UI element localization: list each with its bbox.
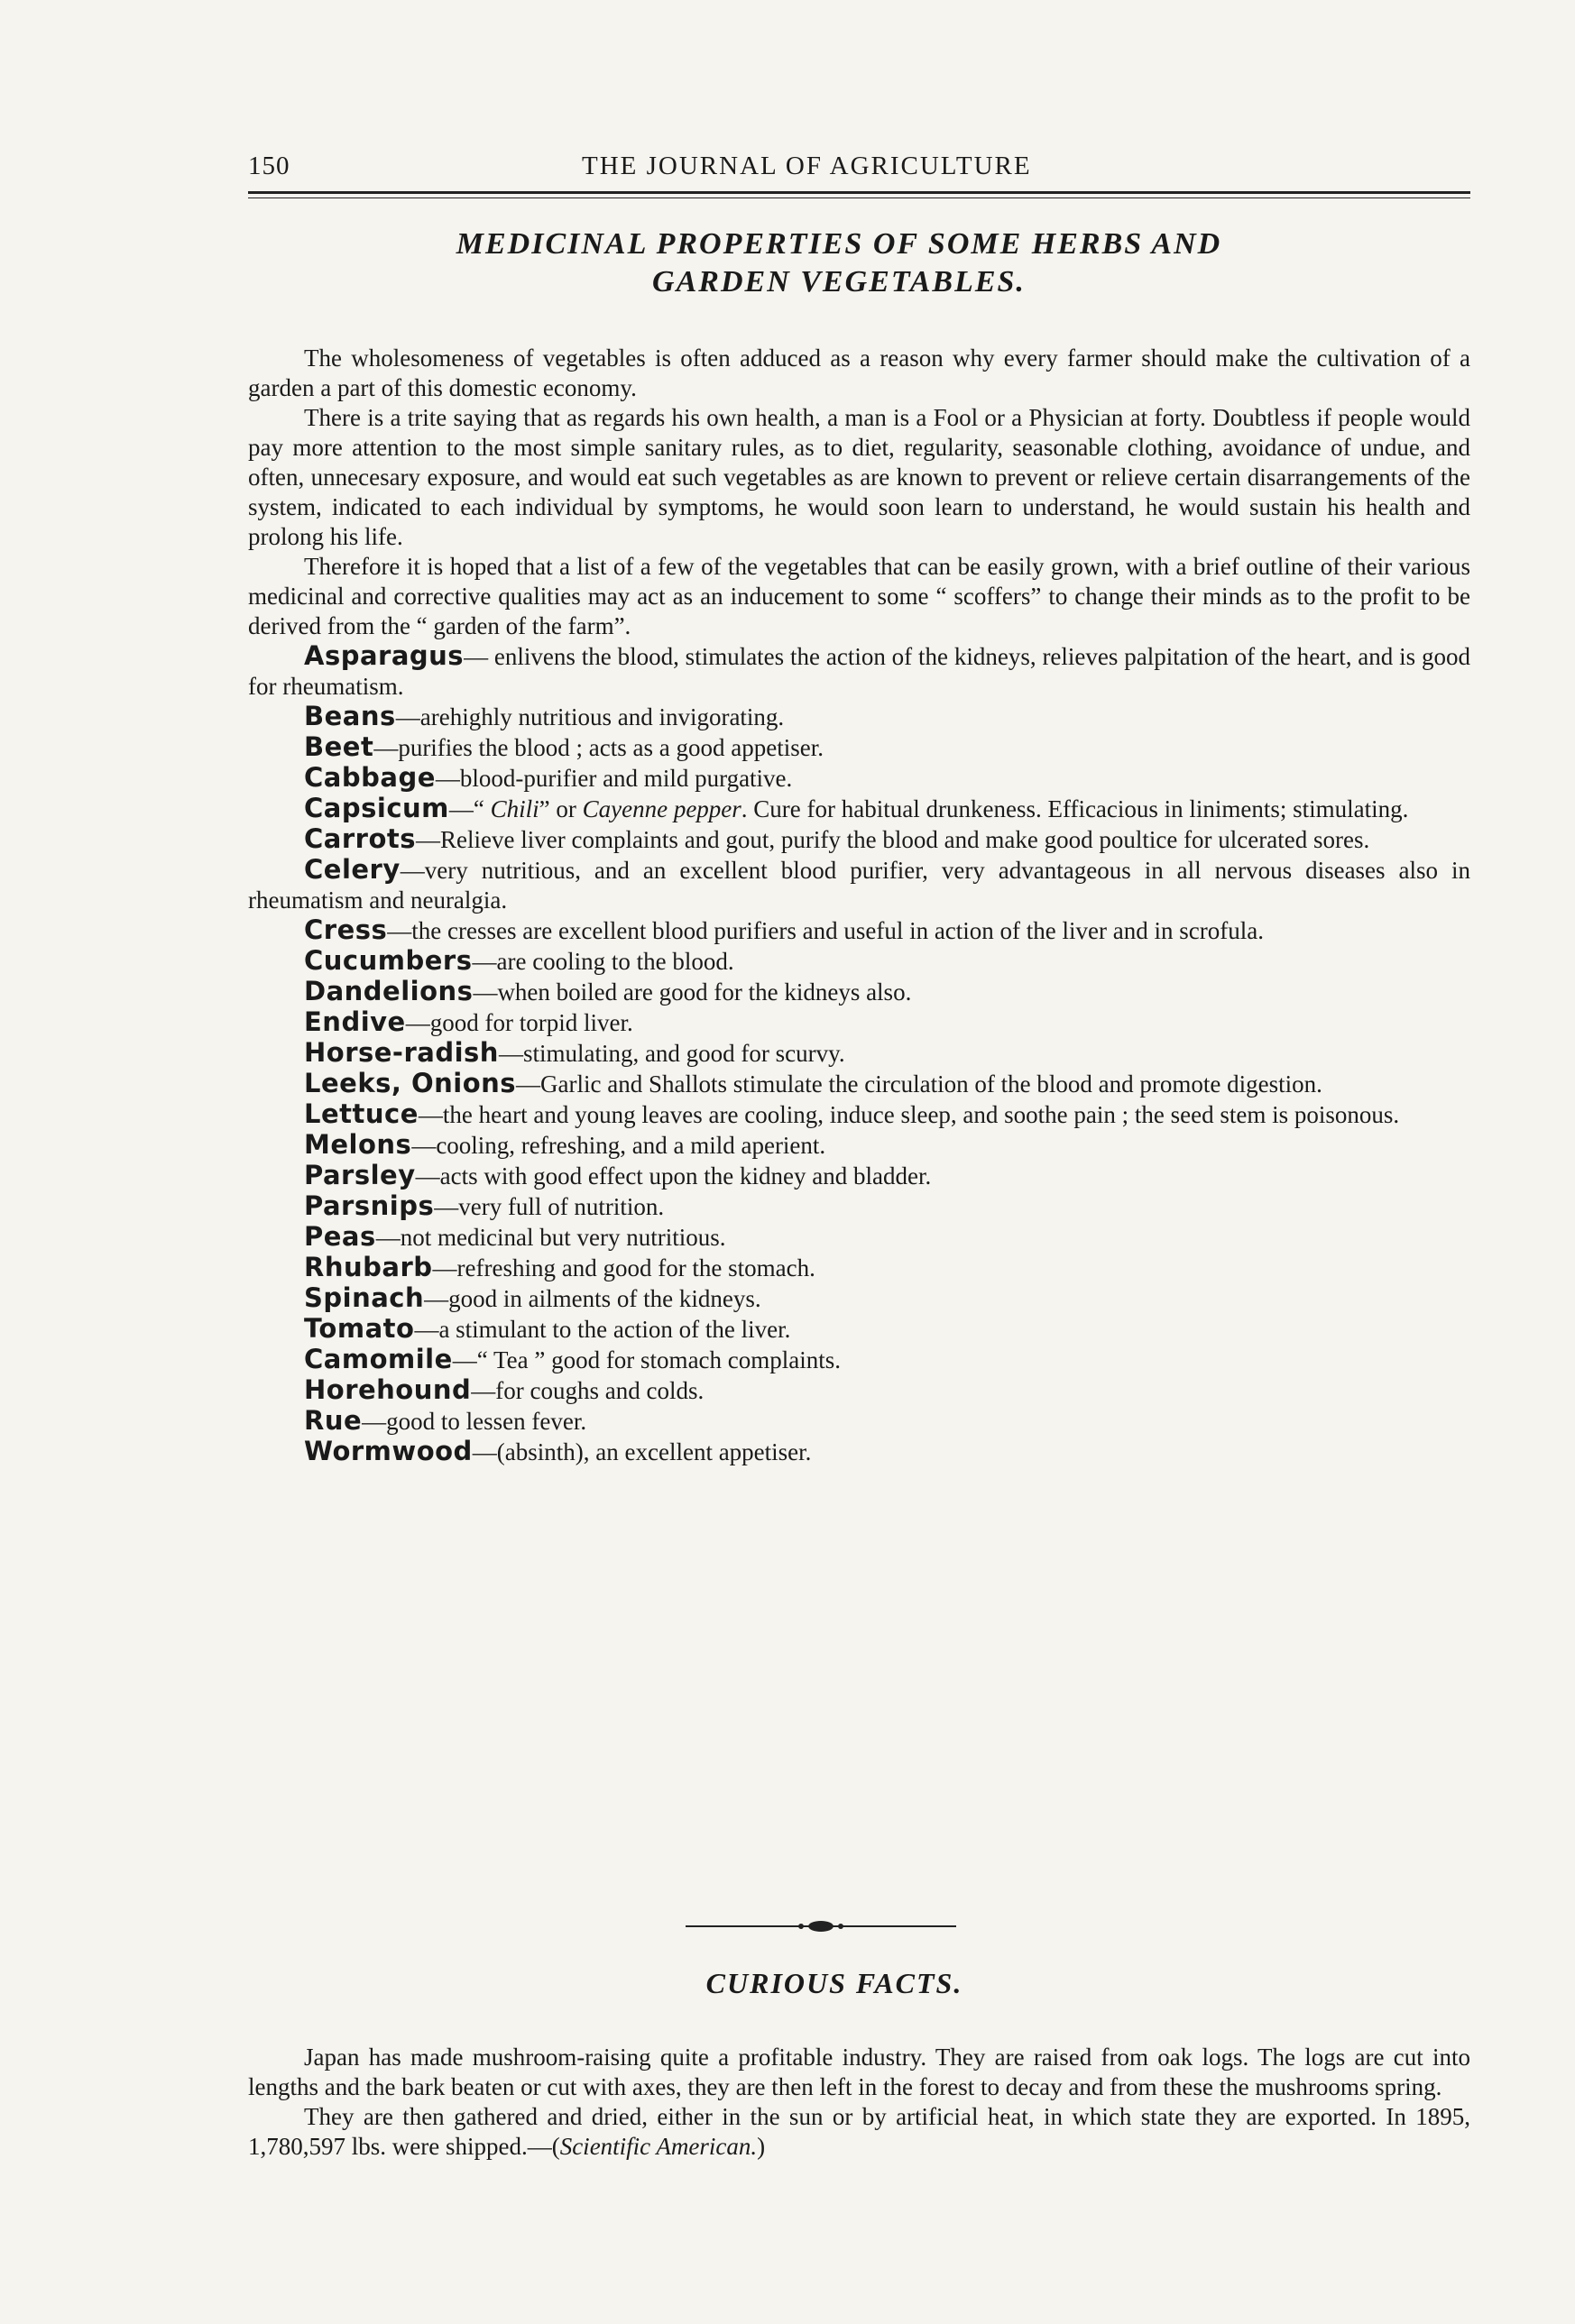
curious-facts-paragraph-1: Japan has made mushroom-raising quite a profitable industry. They are raised from oak logs. The logs are cut into lengths and the bark beaten or cut with axes, they are then left in the forest to decay and from these the mushrooms spring. bbox=[248, 2044, 1470, 2100]
article-title bbox=[271, 225, 1407, 301]
vegetable-name: Asparagus bbox=[304, 640, 465, 671]
vegetable-description: —not medicinal but very nutritious. bbox=[375, 1224, 726, 1251]
vegetable-entry bbox=[248, 732, 1470, 763]
vegetable-description: —Relieve liver complaints and gout, purify the blood and make good poultice for ulcerated sores. bbox=[416, 826, 1370, 853]
vegetable-description: . Cure for habitual drunkeness. Efficacious in liniments; stimulating. bbox=[741, 795, 1409, 822]
vegetable-description: —very full of nutrition. bbox=[434, 1193, 665, 1220]
vegetable-entry bbox=[248, 641, 1470, 702]
vegetable-entry bbox=[248, 1314, 1470, 1345]
vegetable-name: Parsley bbox=[304, 1160, 416, 1190]
vegetable-description: —refreshing and good for the stomach. bbox=[432, 1254, 815, 1281]
curious-facts-paragraph-2: They are then gathered and dried, either in the sun or by artificial heat, in which state they are exported. In 1895, 1,780,597 lbs. were shipped.—(Scientific American.) bbox=[248, 2103, 1470, 2160]
vegetable-entry bbox=[248, 1130, 1470, 1161]
vegetable-name: Beans bbox=[304, 701, 396, 731]
vegetable-entry bbox=[248, 915, 1470, 946]
curious-facts-title: CURIOUS FACTS. bbox=[705, 1967, 963, 1999]
vegetable-entry bbox=[248, 1069, 1470, 1099]
vegetable-description: —a stimulant to the action of the liver. bbox=[414, 1316, 791, 1343]
vegetable-name: Lettuce bbox=[304, 1098, 419, 1129]
header-rule-thick bbox=[248, 191, 1470, 194]
vegetable-entry bbox=[248, 1038, 1470, 1069]
vegetable-name: Dandelions bbox=[304, 976, 474, 1006]
vegetable-name: Cress bbox=[304, 914, 388, 945]
vegetable-description: —when boiled are good for the kidneys also. bbox=[473, 978, 912, 1006]
vegetable-name: Cabbage bbox=[304, 762, 436, 793]
vegetable-entry bbox=[248, 1437, 1470, 1467]
vegetable-name: Tomato bbox=[304, 1313, 415, 1344]
vegetable-description: —cooling, refreshing, and a mild aperient. bbox=[411, 1132, 826, 1159]
vegetable-name: Parsnips bbox=[304, 1190, 435, 1221]
vegetable-description: —purifies the blood ; acts as a good appetiser. bbox=[373, 734, 824, 761]
vegetable-description: —acts with good effect upon the kidney and bladder. bbox=[415, 1162, 932, 1190]
vegetable-entry bbox=[248, 855, 1470, 915]
vegetable-entry bbox=[248, 1283, 1470, 1314]
vegetable-description: —the cresses are excellent blood purifiers and useful in action of the liver and in scrofula. bbox=[387, 917, 1264, 944]
vegetable-description: —“ Tea ” good for stomach complaints. bbox=[452, 1346, 842, 1373]
vegetable-description: —Garlic and Shallots stimulate the circulation of the blood and promote digestion. bbox=[516, 1070, 1322, 1098]
vegetable-name: Spinach bbox=[304, 1282, 425, 1313]
vegetable-name: Horse-radish bbox=[304, 1037, 499, 1068]
vegetable-entry bbox=[248, 1007, 1470, 1038]
curious-facts-body bbox=[248, 2043, 1470, 2162]
vegetable-name: Celery bbox=[304, 854, 401, 885]
vegetable-description: —the heart and young leaves are cooling, induce sleep, and soothe pain ; the seed stem is poisonous. bbox=[418, 1101, 1400, 1128]
vegetable-description: —for coughs and colds. bbox=[471, 1377, 705, 1404]
vegetable-description: —good for torpid liver. bbox=[405, 1009, 633, 1036]
vegetable-description: —very nutritious, and an excellent blood purifier, very advantageous in all nervous diseases also in rheumatism and neuralgia. bbox=[248, 857, 1470, 914]
vegetable-description: —stimulating, and good for scurvy. bbox=[498, 1040, 845, 1067]
vegetable-name: Camomile bbox=[304, 1344, 453, 1374]
running-title: THE JOURNAL OF AGRICULTURE bbox=[582, 152, 1032, 180]
vegetable-entry bbox=[248, 1375, 1470, 1406]
vegetable-entry bbox=[248, 1253, 1470, 1283]
vegetable-entry bbox=[248, 824, 1470, 855]
article-title-line1: MEDICINAL PROPERTIES OF SOME HERBS AND bbox=[456, 227, 1222, 261]
article-title-line2: GARDEN VEGETABLES. bbox=[652, 265, 1026, 299]
header-rule-thin bbox=[248, 197, 1470, 198]
paragraph-2: There is a trite saying that as regards his own health, a man is a Fool or a Physician at forty. Doubtless if people would pay more attention to the most simple sanitary rules, as to diet, regularity, seasonable clothing, avoidance of undue, and often, unnecesary exposure, and would eat such vegetables as are known to prevent or relieve certain disarrangements of the system, indicated to each individual by symptoms, he would soon learn to understand, he would sustain his health and prolong his life. bbox=[248, 404, 1470, 550]
vegetable-name: Rhubarb bbox=[304, 1252, 433, 1282]
paragraph-3: Therefore it is hoped that a list of a few of the vegetables that can be easily grown, with a brief outline of their various medicinal and corrective qualities may act as an inducement to some “ scoffers” to change their minds as to the profit to be derived from the “ garden of the farm”. bbox=[248, 553, 1470, 639]
vegetable-name: Beet bbox=[304, 731, 374, 762]
vegetable-name: Horehound bbox=[304, 1374, 472, 1405]
vegetable-description: — enlivens the blood, stimulates the action of the kidneys, relieves palpitation of the heart, and is good for rheumatism. bbox=[248, 643, 1470, 700]
vegetable-name: Capsicum bbox=[304, 793, 449, 823]
vegetable-entry bbox=[248, 1161, 1470, 1191]
vegetable-entry bbox=[248, 1222, 1470, 1253]
vegetable-description: —good to lessen fever. bbox=[362, 1408, 587, 1435]
vegetable-description: —arehighly nutritious and invigorating. bbox=[395, 703, 785, 730]
vegetable-entry bbox=[248, 1191, 1470, 1222]
vegetable-entry bbox=[248, 1099, 1470, 1130]
article-body bbox=[248, 344, 1470, 1467]
vegetable-name: Melons bbox=[304, 1129, 412, 1160]
vegetable-name: Cucumbers bbox=[304, 945, 473, 976]
vegetable-entry bbox=[248, 763, 1470, 794]
vegetable-name: Rue bbox=[304, 1405, 363, 1436]
vegetable-name: Wormwood bbox=[304, 1436, 473, 1466]
vegetable-entry: Capsicum—“ Chili” or Cayenne pepper. Cure for habitual drunkeness. Efficacious in liniments; stimulating. bbox=[304, 793, 1409, 823]
vegetable-entry bbox=[248, 946, 1470, 977]
source-citation: Scientific American. bbox=[559, 2133, 758, 2160]
vegetable-description: —are cooling to the blood. bbox=[472, 948, 734, 975]
vegetable-entry bbox=[248, 977, 1470, 1007]
vegetable-entry bbox=[248, 1406, 1470, 1437]
vegetable-description: —blood-purifier and mild purgative. bbox=[435, 765, 793, 792]
vegetable-entry bbox=[248, 702, 1470, 732]
vegetable-entry bbox=[248, 1345, 1470, 1375]
vegetable-description: —(absinth), an excellent appetiser. bbox=[472, 1438, 812, 1465]
vegetable-name: Endive bbox=[304, 1006, 406, 1037]
vegetable-description: —good in ailments of the kidneys. bbox=[424, 1285, 761, 1312]
section-divider-ornament bbox=[686, 1920, 974, 1933]
vegetable-list bbox=[248, 641, 1470, 1467]
vegetable-name: Peas bbox=[304, 1221, 376, 1252]
vegetable-name: Carrots bbox=[304, 823, 417, 854]
page-number: 150 bbox=[248, 152, 290, 180]
vegetable-name: Leeks, Onions bbox=[304, 1068, 517, 1098]
paragraph-1: The wholesomeness of vegetables is often adduced as a reason why every farmer should make the cultivation of a garden a part of this domestic economy. bbox=[248, 344, 1470, 401]
